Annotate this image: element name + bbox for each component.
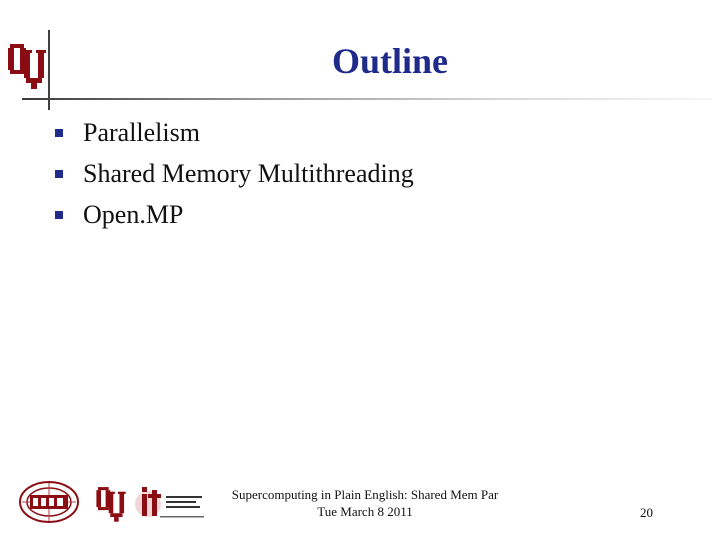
footer-line-1: Supercomputing in Plain English: Shared Mem Par [231, 487, 499, 502]
square-bullet-icon [55, 170, 63, 178]
footer-logos [14, 474, 214, 530]
bullet-item [52, 194, 414, 235]
slide-title: Outline [331, 41, 448, 81]
page-number: 20 [640, 505, 653, 520]
bullet-text: Shared Memory Multithreading [83, 158, 414, 188]
square-bullet-icon [55, 211, 63, 219]
ou-small-logo-icon [94, 484, 128, 524]
bullet-item [52, 153, 414, 194]
square-bullet-icon [55, 129, 63, 137]
osc-logo-icon [18, 480, 80, 524]
it-logo-icon [134, 482, 206, 526]
bullet-text: Parallelism [83, 117, 200, 147]
bullet-text: Open.MP [83, 199, 184, 229]
footer-text [210, 486, 520, 520]
footer-line-2: Tue March 8 2011 [317, 504, 413, 519]
bullet-item [52, 112, 414, 153]
ou-logo-icon [6, 40, 48, 92]
bullet-list [52, 112, 414, 235]
header-horizontal-rule [22, 98, 712, 100]
